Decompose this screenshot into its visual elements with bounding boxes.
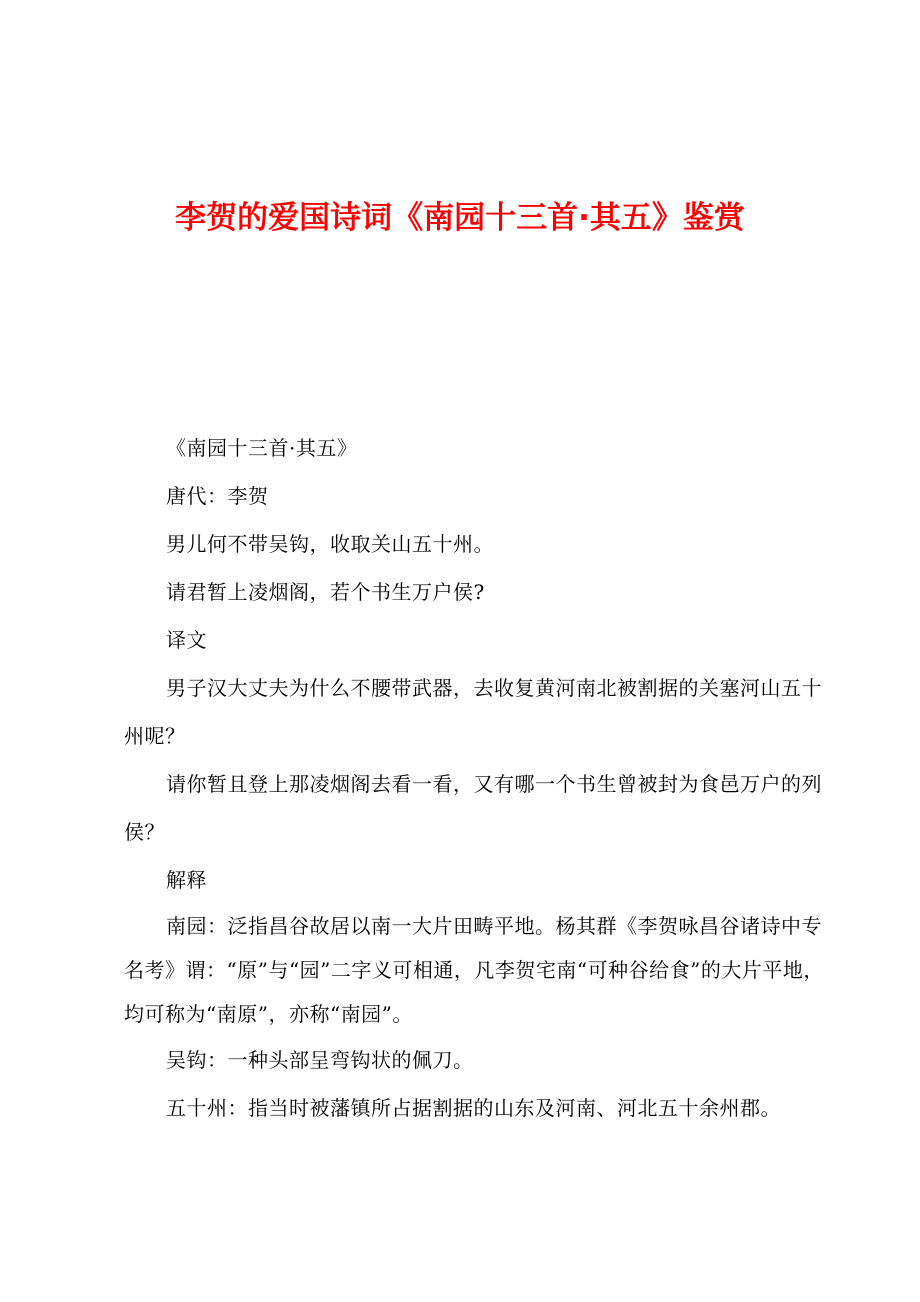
- note-wugou: 吴钩：一种头部呈弯钩状的佩刀。: [166, 1048, 474, 1072]
- section-heading-translation: 译文: [166, 628, 207, 652]
- translation-paragraph-2: 请你暂且登上那凌烟阁去看一看，又有哪一个书生曾被封为食邑万户的列侯？: [124, 772, 822, 844]
- poem-line-2: 请君暂上凌烟阁，若个书生万户侯?: [166, 580, 485, 604]
- translation-paragraph-1: 男子汉大丈夫为什么不腰带武器，去收复黄河南北被割据的关塞河山五十州呢？: [124, 676, 822, 748]
- section-heading-notes: 解释: [166, 868, 207, 892]
- document-body: [124, 424, 824, 1132]
- poem-title: 《南园十三首·其五》: [166, 436, 358, 460]
- poem-author: 唐代：李贺: [166, 484, 269, 508]
- document-title: 李贺的爱国诗词《南园十三首·其五》鉴赏: [175, 200, 745, 236]
- poem-line-1: 男儿何不带吴钩，收取关山五十州。: [166, 532, 494, 556]
- note-nanyuan: 南园：泛指昌谷故居以南一大片田畴平地。杨其群《李贺咏昌谷诸诗中专名考》谓：“原”与“园”二字义可相通，凡李贺宅南“可种谷给食”的大片平地，均可称为“南原”，亦称“南园”。: [124, 914, 824, 1026]
- note-wushizhou: 五十州：指当时被藩镇所占据割据的山东及河南、河北五十余州郡。: [166, 1096, 781, 1120]
